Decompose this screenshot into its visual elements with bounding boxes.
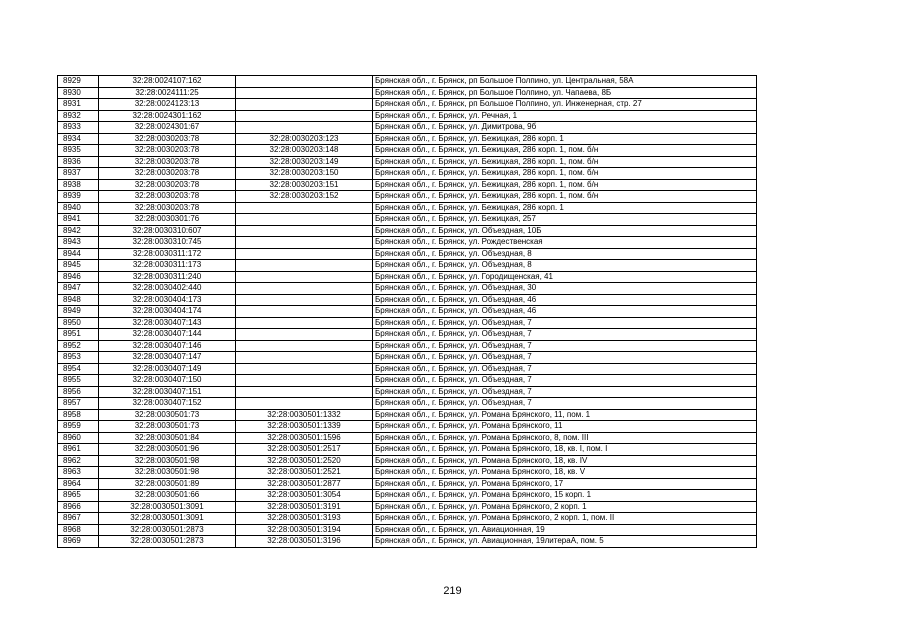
parcel-number-cell: 32:28:0030407:143 (99, 317, 236, 329)
parcel-number-cell: 32:28:0030501:98 (99, 455, 236, 467)
object-number-cell: 32:28:0030203:151 (236, 179, 373, 191)
row-number-cell: 8929 (58, 76, 99, 88)
object-number-cell (236, 122, 373, 134)
object-number-cell: 32:28:0030501:3193 (236, 513, 373, 525)
table-row (58, 421, 757, 433)
address-cell: Брянская обл., г. Брянск, ул. Городищенская, 41 (373, 271, 757, 283)
object-number-cell: 32:28:0030501:2517 (236, 444, 373, 456)
table-row (58, 260, 757, 272)
parcel-number-cell: 32:28:0030407:147 (99, 352, 236, 364)
object-number-cell: 32:28:0030501:3191 (236, 501, 373, 513)
row-number-cell: 8936 (58, 156, 99, 168)
table-row (58, 363, 757, 375)
table-row (58, 248, 757, 260)
row-number-cell: 8945 (58, 260, 99, 272)
table-row (58, 237, 757, 249)
address-cell: Брянская обл., г. Брянск, ул. Бежицкая, 286 корп. 1, пом. б/н (373, 145, 757, 157)
row-number-cell: 8934 (58, 133, 99, 145)
parcel-number-cell: 32:28:0024301:67 (99, 122, 236, 134)
object-number-cell (236, 225, 373, 237)
address-cell: Брянская обл., г. Брянск, ул. Романа Брянского, 18, кв. I, пом. I (373, 444, 757, 456)
address-cell: Брянская обл., г. Брянск, ул. Объездная, 7 (373, 363, 757, 375)
row-number-cell: 8939 (58, 191, 99, 203)
row-number-cell: 8959 (58, 421, 99, 433)
address-cell: Брянская обл., г. Брянск, ул. Объездная, 7 (373, 375, 757, 387)
parcel-number-cell: 32:28:0030501:98 (99, 467, 236, 479)
row-number-cell: 8952 (58, 340, 99, 352)
parcel-number-cell: 32:28:0030501:2873 (99, 536, 236, 548)
row-number-cell: 8953 (58, 352, 99, 364)
row-number-cell: 8961 (58, 444, 99, 456)
row-number-cell: 8955 (58, 375, 99, 387)
table-row (58, 329, 757, 341)
cadastral-table (57, 75, 757, 548)
address-cell: Брянская обл., г. Брянск, ул. Бежицкая, 286 корп. 1 (373, 202, 757, 214)
object-number-cell (236, 202, 373, 214)
object-number-cell (236, 110, 373, 122)
parcel-number-cell: 32:28:0030407:149 (99, 363, 236, 375)
row-number-cell: 8951 (58, 329, 99, 341)
parcel-number-cell: 32:28:0030203:78 (99, 168, 236, 180)
object-number-cell: 32:28:0030203:123 (236, 133, 373, 145)
row-number-cell: 8950 (58, 317, 99, 329)
object-number-cell: 32:28:0030501:2521 (236, 467, 373, 479)
row-number-cell: 8935 (58, 145, 99, 157)
address-cell: Брянская обл., г. Брянск, ул. Бежицкая, 257 (373, 214, 757, 226)
object-number-cell (236, 271, 373, 283)
table-row (58, 375, 757, 387)
parcel-number-cell: 32:28:0030402:440 (99, 283, 236, 295)
parcel-number-cell: 32:28:0030404:174 (99, 306, 236, 318)
address-cell: Брянская обл., г. Брянск, ул. Димитрова, 9б (373, 122, 757, 134)
row-number-cell: 8943 (58, 237, 99, 249)
object-number-cell: 32:28:0030203:148 (236, 145, 373, 157)
table-row (58, 122, 757, 134)
parcel-number-cell: 32:28:0030310:745 (99, 237, 236, 249)
parcel-number-cell: 32:28:0030203:78 (99, 145, 236, 157)
address-cell: Брянская обл., г. Брянск, ул. Романа Брянского, 2 корп. 1, пом. II (373, 513, 757, 525)
parcel-number-cell: 32:28:0030203:78 (99, 202, 236, 214)
address-cell: Брянская обл., г. Брянск, ул. Романа Брянского, 18, кв. IV (373, 455, 757, 467)
parcel-number-cell: 32:28:0030501:3091 (99, 513, 236, 525)
row-number-cell: 8947 (58, 283, 99, 295)
parcel-number-cell: 32:28:0030501:73 (99, 409, 236, 421)
object-number-cell: 32:28:0030501:1339 (236, 421, 373, 433)
object-number-cell (236, 375, 373, 387)
page-number: 219 (443, 585, 462, 597)
object-number-cell (236, 398, 373, 410)
object-number-cell (236, 317, 373, 329)
row-number-cell: 8957 (58, 398, 99, 410)
address-cell: Брянская обл., г. Брянск, ул. Романа Брянского, 17 (373, 478, 757, 490)
row-number-cell: 8938 (58, 179, 99, 191)
row-number-cell: 8962 (58, 455, 99, 467)
table-row (58, 467, 757, 479)
address-cell: Брянская обл., г. Брянск, ул. Объездная, 7 (373, 398, 757, 410)
object-number-cell: 32:28:0030501:3196 (236, 536, 373, 548)
row-number-cell: 8967 (58, 513, 99, 525)
table-row (58, 133, 757, 145)
row-number-cell: 8969 (58, 536, 99, 548)
address-cell: Брянская обл., г. Брянск, ул. Объездная, 7 (373, 340, 757, 352)
object-number-cell: 32:28:0030501:2520 (236, 455, 373, 467)
row-number-cell: 8940 (58, 202, 99, 214)
table-row (58, 536, 757, 548)
row-number-cell: 8949 (58, 306, 99, 318)
address-cell: Брянская обл., г. Брянск, ул. Объездная, 7 (373, 352, 757, 364)
parcel-number-cell: 32:28:0030407:144 (99, 329, 236, 341)
address-cell: Брянская обл., г. Брянск, ул. Романа Брянского, 15 корп. 1 (373, 490, 757, 502)
object-number-cell (236, 99, 373, 111)
row-number-cell: 8944 (58, 248, 99, 260)
table-row (58, 191, 757, 203)
address-cell: Брянская обл., г. Брянск, ул. Объездная, 8 (373, 248, 757, 260)
row-number-cell: 8956 (58, 386, 99, 398)
table-row (58, 432, 757, 444)
row-number-cell: 8958 (58, 409, 99, 421)
table-row (58, 87, 757, 99)
address-cell: Брянская обл., г. Брянск, ул. Бежицкая, 286 корп. 1, пом. б/н (373, 179, 757, 191)
table-row (58, 306, 757, 318)
parcel-number-cell: 32:28:0030501:96 (99, 444, 236, 456)
row-number-cell: 8960 (58, 432, 99, 444)
table-row (58, 524, 757, 536)
table-row (58, 168, 757, 180)
row-number-cell: 8965 (58, 490, 99, 502)
address-cell: Брянская обл., г. Брянск, ул. Бежицкая, 286 корп. 1, пом. б/н (373, 191, 757, 203)
row-number-cell: 8963 (58, 467, 99, 479)
object-number-cell: 32:28:0030203:152 (236, 191, 373, 203)
address-cell: Брянская обл., г. Брянск, ул. Объездная, 7 (373, 317, 757, 329)
row-number-cell: 8942 (58, 225, 99, 237)
address-cell: Брянская обл., г. Брянск, ул. Бежицкая, 286 корп. 1, пом. б/н (373, 156, 757, 168)
parcel-number-cell: 32:28:0030311:240 (99, 271, 236, 283)
table-row (58, 145, 757, 157)
table-row (58, 455, 757, 467)
object-number-cell (236, 260, 373, 272)
parcel-number-cell: 32:28:0030203:78 (99, 133, 236, 145)
table-row (58, 283, 757, 295)
address-cell: Брянская обл., г. Брянск, ул. Объездная, 10Б (373, 225, 757, 237)
table-row (58, 513, 757, 525)
parcel-number-cell: 32:28:0030203:78 (99, 179, 236, 191)
row-number-cell: 8932 (58, 110, 99, 122)
address-cell: Брянская обл., г. Брянск, ул. Романа Брянского, 8, пом. III (373, 432, 757, 444)
object-number-cell (236, 283, 373, 295)
parcel-number-cell: 32:28:0030501:66 (99, 490, 236, 502)
address-cell: Брянская обл., г. Брянск, ул. Объездная, 30 (373, 283, 757, 295)
address-cell: Брянская обл., г. Брянск, ул. Объездная, 7 (373, 386, 757, 398)
object-number-cell (236, 214, 373, 226)
object-number-cell (236, 352, 373, 364)
table-row (58, 501, 757, 513)
parcel-number-cell: 32:28:0024123:13 (99, 99, 236, 111)
table-row (58, 294, 757, 306)
address-cell: Брянская обл., г. Брянск, рп Большое Полпино, ул. Чапаева, 8Б (373, 87, 757, 99)
address-cell: Брянская обл., г. Брянск, ул. Бежицкая, 286 корп. 1, пом. б/н (373, 168, 757, 180)
address-cell: Брянская обл., г. Брянск, ул. Речная, 1 (373, 110, 757, 122)
table-row (58, 386, 757, 398)
row-number-cell: 8931 (58, 99, 99, 111)
row-number-cell: 8966 (58, 501, 99, 513)
row-number-cell: 8930 (58, 87, 99, 99)
parcel-number-cell: 32:28:0030311:173 (99, 260, 236, 272)
table-row (58, 490, 757, 502)
parcel-number-cell: 32:28:0030501:84 (99, 432, 236, 444)
parcel-number-cell: 32:28:0030501:2873 (99, 524, 236, 536)
parcel-number-cell: 32:28:0030407:146 (99, 340, 236, 352)
table-row (58, 409, 757, 421)
address-cell: Брянская обл., г. Брянск, ул. Объездная, 46 (373, 306, 757, 318)
table-row (58, 179, 757, 191)
object-number-cell: 32:28:0030203:150 (236, 168, 373, 180)
parcel-number-cell: 32:28:0030407:151 (99, 386, 236, 398)
table-body (58, 76, 757, 548)
object-number-cell (236, 87, 373, 99)
table-row (58, 340, 757, 352)
table-row (58, 317, 757, 329)
object-number-cell (236, 386, 373, 398)
table-row (58, 225, 757, 237)
parcel-number-cell: 32:28:0024111:25 (99, 87, 236, 99)
address-cell: Брянская обл., г. Брянск, ул. Романа Брянского, 2 корп. 1 (373, 501, 757, 513)
parcel-number-cell: 32:28:0030203:78 (99, 156, 236, 168)
parcel-number-cell: 32:28:0030501:3091 (99, 501, 236, 513)
object-number-cell (236, 340, 373, 352)
parcel-number-cell: 32:28:0030310:607 (99, 225, 236, 237)
address-cell: Брянская обл., г. Брянск, рп Большое Полпино, ул. Центральная, 58А (373, 76, 757, 88)
table-row (58, 478, 757, 490)
table-row (58, 444, 757, 456)
parcel-number-cell: 32:28:0030203:78 (99, 191, 236, 203)
table-row (58, 398, 757, 410)
row-number-cell: 8941 (58, 214, 99, 226)
table-row (58, 156, 757, 168)
row-number-cell: 8968 (58, 524, 99, 536)
address-cell: Брянская обл., г. Брянск, ул. Романа Брянского, 11, пом. 1 (373, 409, 757, 421)
row-number-cell: 8937 (58, 168, 99, 180)
object-number-cell: 32:28:0030203:149 (236, 156, 373, 168)
object-number-cell (236, 237, 373, 249)
table-row (58, 99, 757, 111)
table-row (58, 110, 757, 122)
parcel-number-cell: 32:28:0030404:173 (99, 294, 236, 306)
parcel-number-cell: 32:28:0030501:89 (99, 478, 236, 490)
table-row (58, 271, 757, 283)
parcel-number-cell: 32:28:0024107:162 (99, 76, 236, 88)
address-cell: Брянская обл., г. Брянск, ул. Романа Брянского, 18, кв. V (373, 467, 757, 479)
table-row (58, 352, 757, 364)
address-cell: Брянская обл., г. Брянск, ул. Объездная, 8 (373, 260, 757, 272)
address-cell: Брянская обл., г. Брянск, рп Большое Полпино, ул. Инженерная, стр. 27 (373, 99, 757, 111)
object-number-cell (236, 294, 373, 306)
object-number-cell: 32:28:0030501:2877 (236, 478, 373, 490)
object-number-cell: 32:28:0030501:3054 (236, 490, 373, 502)
object-number-cell (236, 76, 373, 88)
object-number-cell (236, 248, 373, 260)
parcel-number-cell: 32:28:0030407:152 (99, 398, 236, 410)
object-number-cell: 32:28:0030501:1332 (236, 409, 373, 421)
object-number-cell: 32:28:0030501:1596 (236, 432, 373, 444)
parcel-number-cell: 32:28:0024301:162 (99, 110, 236, 122)
parcel-number-cell: 32:28:0030311:172 (99, 248, 236, 260)
address-cell: Брянская обл., г. Брянск, ул. Рождественская (373, 237, 757, 249)
object-number-cell (236, 306, 373, 318)
address-cell: Брянская обл., г. Брянск, ул. Авиационная, 19литераА, пом. 5 (373, 536, 757, 548)
address-cell: Брянская обл., г. Брянск, ул. Романа Брянского, 11 (373, 421, 757, 433)
parcel-number-cell: 32:28:0030501:73 (99, 421, 236, 433)
parcel-number-cell: 32:28:0030301:76 (99, 214, 236, 226)
row-number-cell: 8948 (58, 294, 99, 306)
object-number-cell (236, 363, 373, 375)
row-number-cell: 8964 (58, 478, 99, 490)
table-row (58, 214, 757, 226)
parcel-number-cell: 32:28:0030407:150 (99, 375, 236, 387)
row-number-cell: 8954 (58, 363, 99, 375)
address-cell: Брянская обл., г. Брянск, ул. Объездная, 46 (373, 294, 757, 306)
row-number-cell: 8933 (58, 122, 99, 134)
address-cell: Брянская обл., г. Брянск, ул. Объездная, 7 (373, 329, 757, 341)
row-number-cell: 8946 (58, 271, 99, 283)
object-number-cell (236, 329, 373, 341)
object-number-cell: 32:28:0030501:3194 (236, 524, 373, 536)
address-cell: Брянская обл., г. Брянск, ул. Авиационная, 19 (373, 524, 757, 536)
table-row (58, 76, 757, 88)
table-row (58, 202, 757, 214)
address-cell: Брянская обл., г. Брянск, ул. Бежицкая, 286 корп. 1 (373, 133, 757, 145)
